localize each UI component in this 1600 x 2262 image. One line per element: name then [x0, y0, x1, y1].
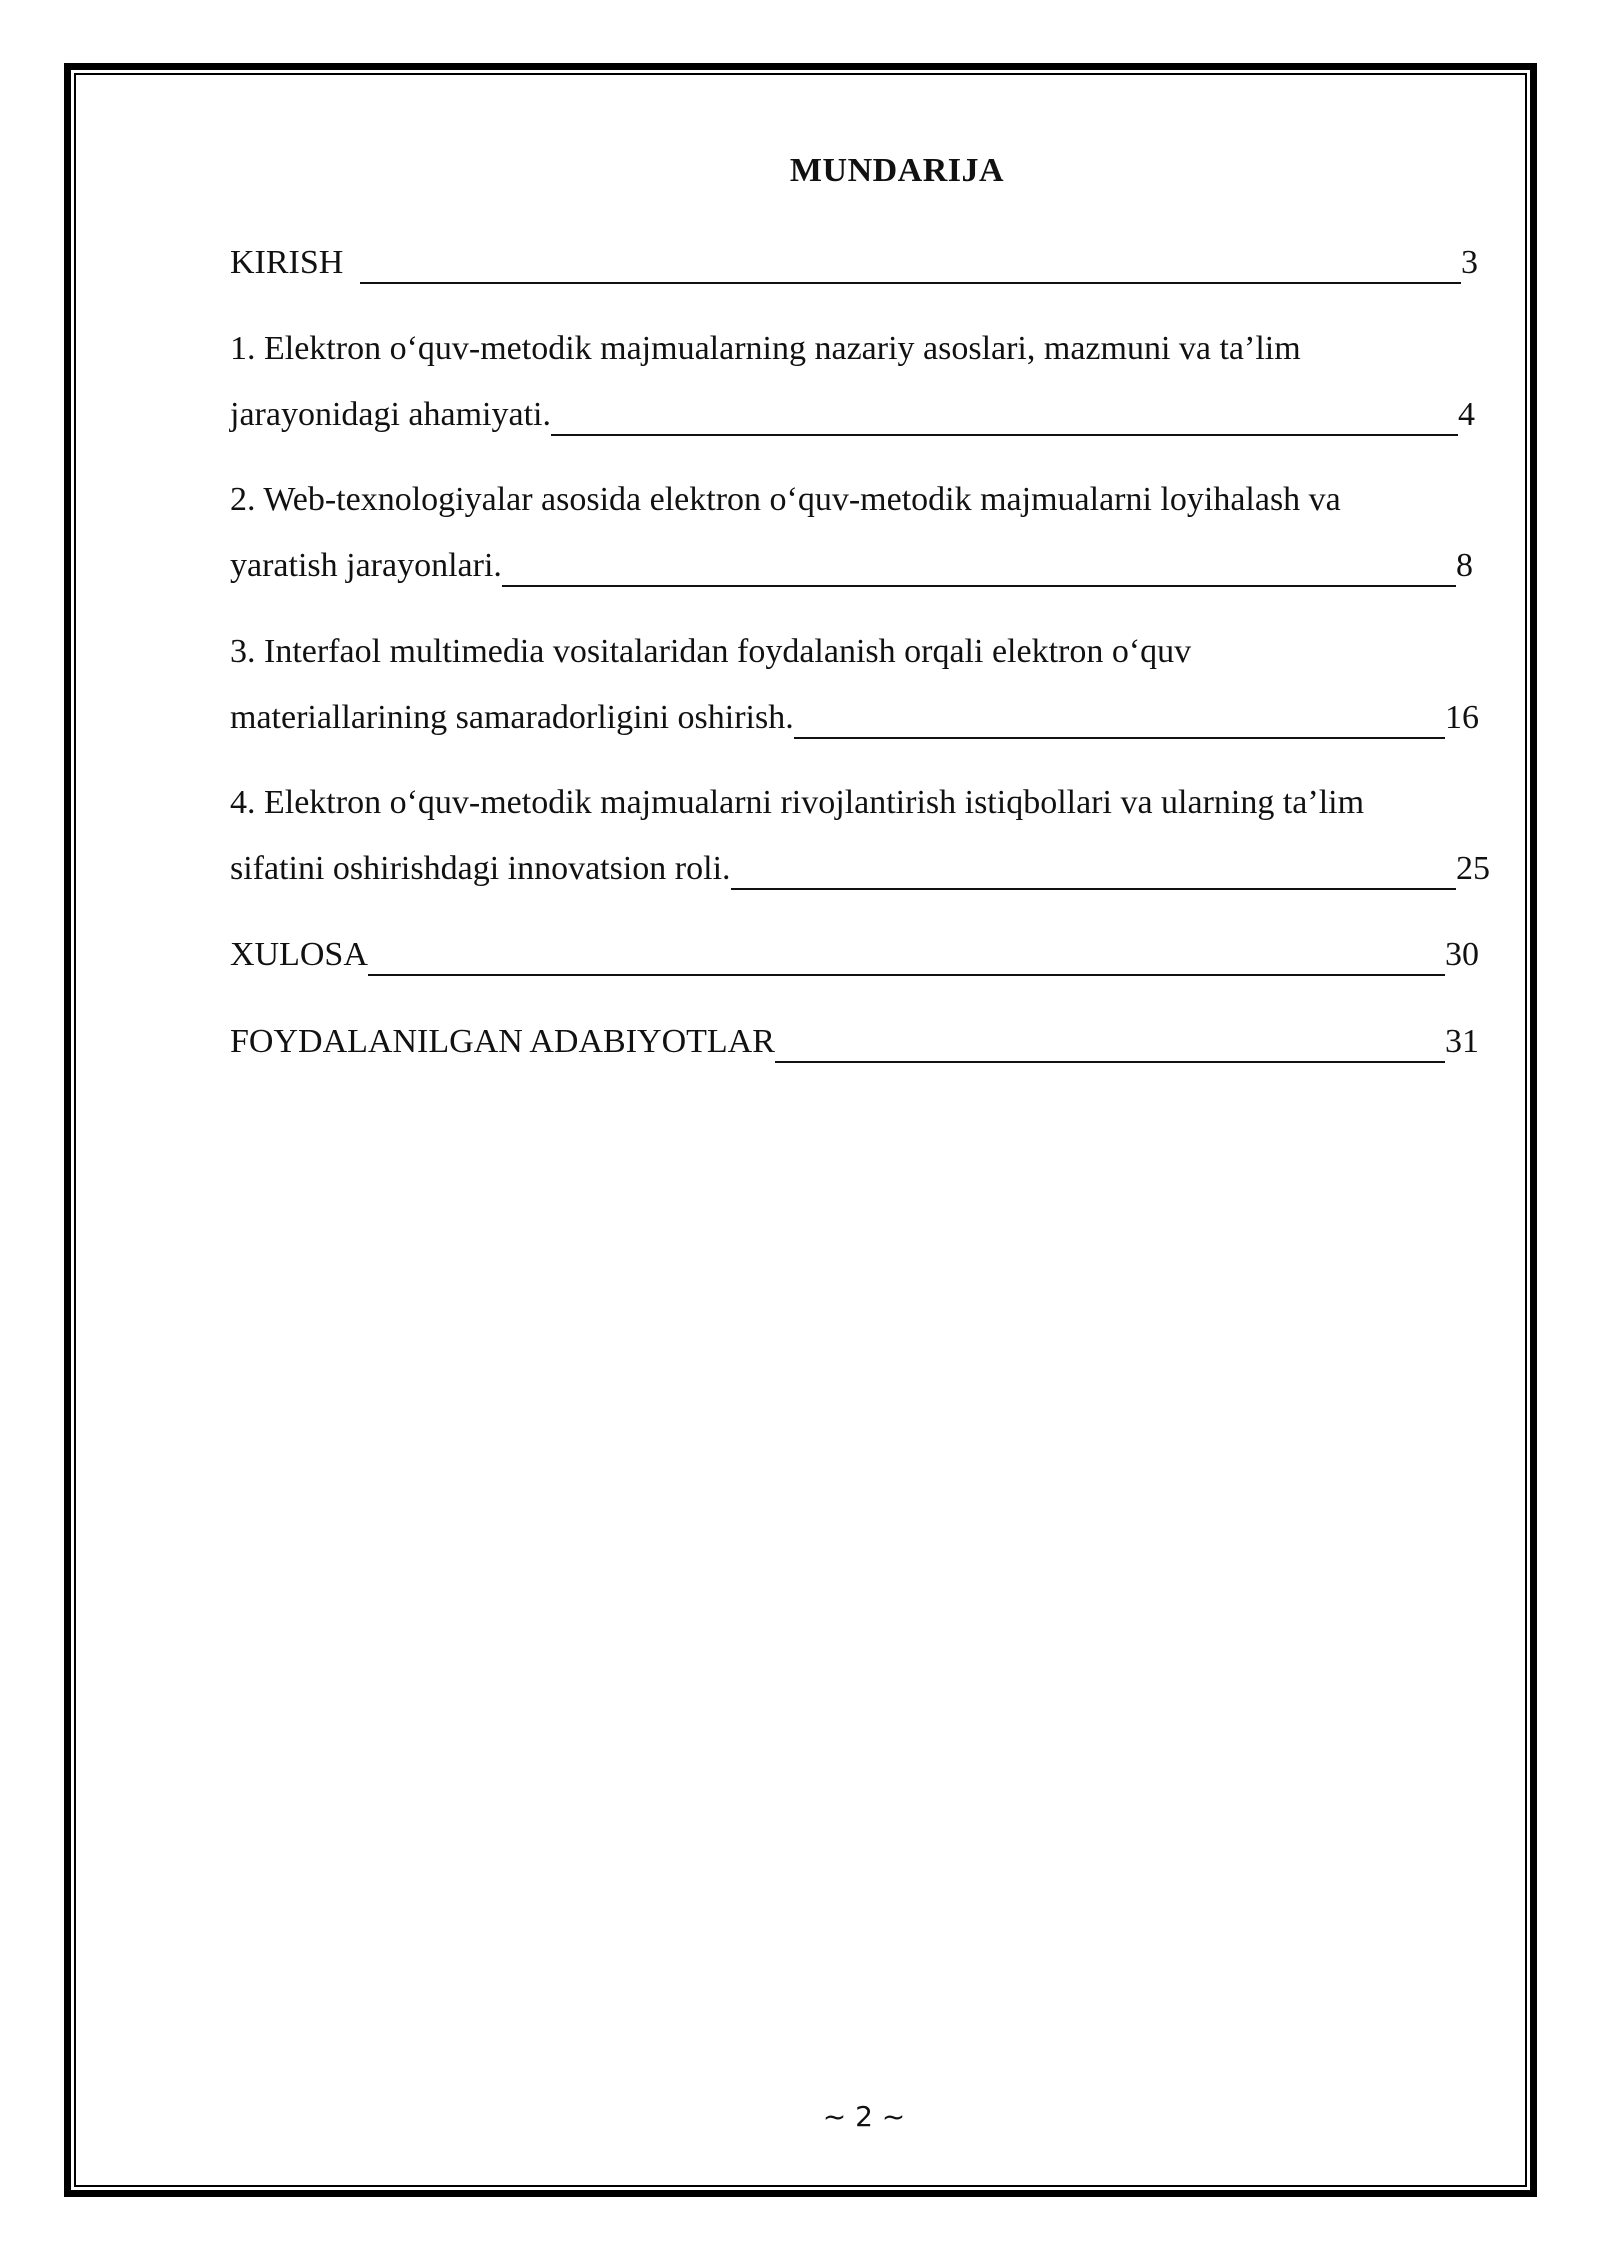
dot-leader	[502, 584, 1456, 587]
toc-entry-line: 3. Interfaol multimedia vositalaridan foydalanish orqali elektron o‘quv	[230, 633, 1192, 670]
toc-page-number: 31	[1445, 1023, 1479, 1060]
toc-entry-label: FOYDALANILGAN ADABIYOTLAR	[230, 1023, 775, 1060]
toc-entry-label: KIRISH	[230, 244, 352, 281]
toc-entry-label: yaratish jarayonlari.	[230, 547, 502, 584]
toc-page-number: 16	[1445, 699, 1479, 736]
toc-entry-line: 4. Elektron o‘quv-metodik majmualarni rivojlantirish istiqbollari va ularning ta’lim	[230, 784, 1365, 821]
toc-entry-label: sifatini oshirishdagi innovatsion roli.	[230, 850, 731, 887]
toc-entry-line	[230, 922, 1479, 988]
toc-entry-label: XULOSA	[230, 936, 368, 973]
toc-entry-section-2[interactable]	[230, 467, 1473, 599]
toc-page-number: 4	[1458, 396, 1475, 433]
toc-entry-line	[230, 533, 1473, 599]
toc-page-number: 30	[1445, 936, 1479, 973]
toc-page-number: 8	[1456, 547, 1473, 584]
toc-entry-line	[230, 685, 1479, 751]
toc-entry-line: 1. Elektron o‘quv-metodik majmualarning nazariy asoslari, mazmuni va ta’lim	[230, 330, 1301, 367]
toc-entry-kirish[interactable]	[230, 230, 1478, 296]
toc-entry-section-4[interactable]	[230, 770, 1490, 902]
toc-entry-line	[230, 230, 1478, 296]
toc-page-number: 25	[1456, 850, 1490, 887]
dot-leader	[368, 973, 1445, 976]
dot-leader	[794, 736, 1445, 739]
toc-title: MUNDARIJA	[789, 152, 1005, 189]
toc-entry-line: 2. Web-texnologiyalar asosida elektron o‘quv-metodik majmualarni loyihalash va	[230, 481, 1341, 518]
page-number-footer: ~ 2 ~	[822, 2100, 906, 2133]
toc-entry-label: materiallarining samaradorligini oshirish.	[230, 699, 794, 736]
toc-entry-section-1[interactable]	[230, 316, 1475, 448]
toc-entry-xulosa[interactable]	[230, 922, 1479, 988]
dot-leader	[775, 1060, 1445, 1063]
toc-entry-line	[230, 836, 1490, 902]
dot-leader	[551, 433, 1458, 436]
toc-entry-label: jarayonidagi ahamiyati.	[230, 396, 551, 433]
toc-entry-line	[230, 382, 1475, 448]
toc-entry-section-3[interactable]	[230, 619, 1479, 751]
toc-page-number: 3	[1461, 244, 1478, 281]
toc-entry-references[interactable]	[230, 1009, 1479, 1075]
dot-leader	[731, 887, 1456, 890]
dot-leader	[360, 281, 1461, 284]
toc-entry-line	[230, 1009, 1479, 1075]
